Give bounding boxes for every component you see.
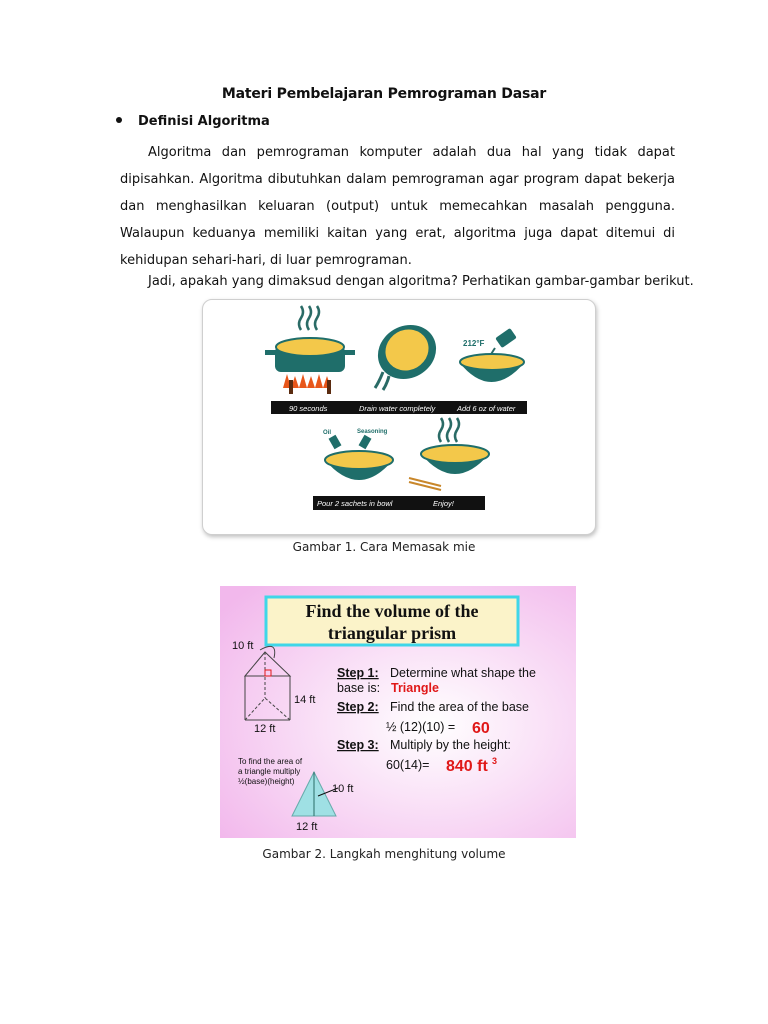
svg-text:Find the volume of the: Find the volume of the [305, 601, 479, 621]
figure-2-volume-steps [220, 586, 576, 838]
noodle-steps-illustration [203, 300, 595, 534]
svg-text:Step 1:: Step 1: [337, 666, 379, 680]
svg-text:60: 60 [472, 720, 490, 737]
volume-steps-illustration [220, 586, 576, 838]
svg-text:triangular prism: triangular prism [327, 623, 457, 643]
svg-text:3: 3 [492, 756, 498, 766]
figure-1-noodle-steps [202, 299, 596, 535]
svg-text:½ (12)(10) =: ½ (12)(10) = [386, 720, 456, 734]
svg-text:10 ft: 10 ft [232, 640, 254, 652]
svg-text:½(base)(height): ½(base)(height) [238, 777, 295, 786]
section-heading-text: Definisi Algoritma [138, 114, 270, 129]
svg-text:Determine what shape the: Determine what shape the [390, 666, 536, 680]
svg-text:Multiply by the height:: Multiply by the height: [390, 738, 511, 752]
cooking-pot-icon [265, 306, 355, 394]
figure-2-caption: Gambar 2. Langkah menghitung volume [262, 847, 506, 861]
svg-text:Find the area of the base: Find the area of the base [390, 700, 529, 714]
svg-text:a triangle multiply: a triangle multiply [238, 767, 301, 776]
svg-text:90 seconds: 90 seconds [289, 404, 328, 413]
svg-text:12 ft: 12 ft [254, 723, 276, 735]
svg-text:Step 2:: Step 2: [337, 700, 379, 714]
figure-1-caption: Gambar 1. Cara Memasak mie [292, 540, 476, 554]
svg-text:To find the area of: To find the area of [238, 757, 303, 766]
svg-text:840 ft: 840 ft [446, 758, 488, 775]
seasoning-bowl-icon [323, 429, 393, 480]
svg-text:Add 6 oz of water: Add 6 oz of water [457, 404, 516, 413]
svg-text:Drain water completely: Drain water completely [359, 404, 436, 413]
svg-text:Step 3:: Step 3: [337, 738, 379, 752]
svg-text:14 ft: 14 ft [294, 694, 316, 706]
svg-text:10 ft: 10 ft [332, 783, 354, 795]
enjoy-bowl-icon [409, 418, 489, 490]
bullet-icon [116, 117, 122, 123]
svg-text:Pour 2 sachets in bowl: Pour 2 sachets in bowl [317, 499, 393, 508]
svg-text:60(14)=: 60(14)= [386, 758, 430, 772]
page-title: Materi Pembelajaran Pemrograman Dasar [221, 86, 547, 102]
svg-text:12 ft: 12 ft [296, 821, 318, 833]
svg-text:Seasoning: Seasoning [357, 429, 388, 435]
section-heading [116, 114, 270, 129]
paragraph-1 [120, 139, 675, 274]
svg-text:base is:: base is: [337, 681, 381, 695]
svg-text:212°F: 212°F [463, 339, 485, 348]
svg-text:Enjoy!: Enjoy! [433, 499, 454, 508]
svg-text:Oil: Oil [323, 430, 332, 436]
paragraph-2: Jadi, apakah yang dimaksud dengan algoritma? Perhatikan gambar-gambar berikut. [148, 274, 694, 289]
svg-text:Triangle: Triangle [391, 681, 439, 695]
paragraph-1-text: Algoritma dan pemrograman komputer adalah dua hal yang tidak dapat dipisahkan. Algoritma dibutuhkan dalam pemrograman agar program dapat bekerja dan menghasilkan keluaran (output) untuk memecahkan masalah pengguna. Walaupun keduanya memiliki kaitan yang erat, algoritma juga dapat ditemui di kehidupan sehari-hari, di luar pemrograman. [120, 145, 675, 268]
bowl-water-icon [459, 328, 525, 382]
draining-bowl-icon [368, 314, 446, 390]
